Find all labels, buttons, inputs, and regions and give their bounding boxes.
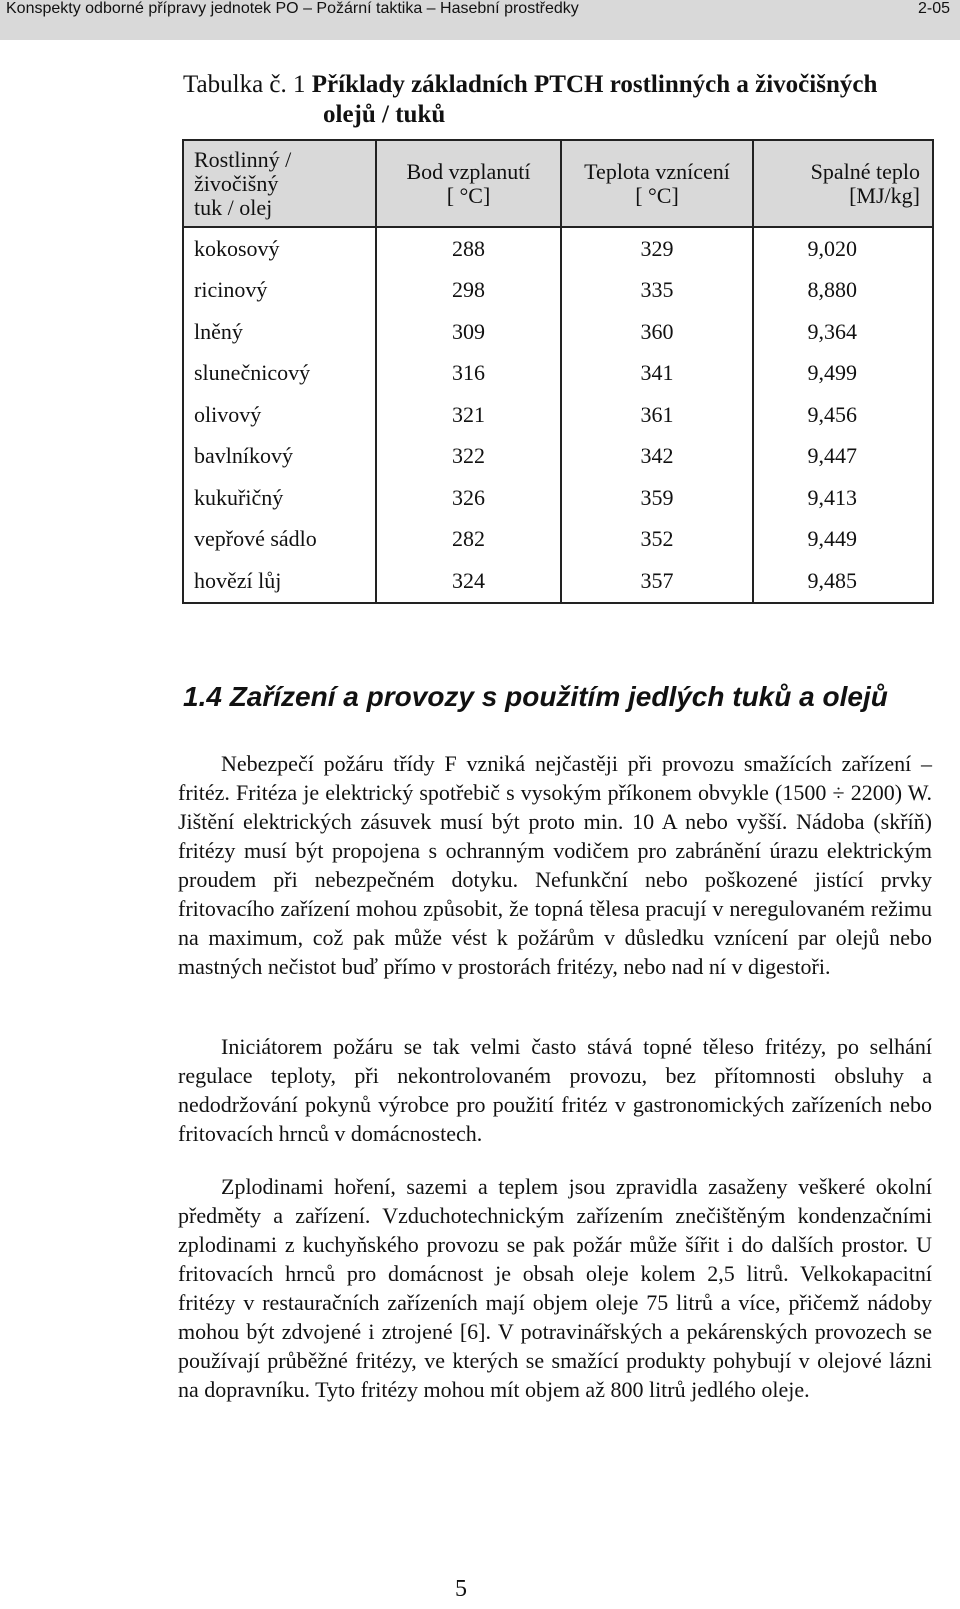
calorific-value-cell: 9,499 (753, 353, 933, 395)
column-header-line: [MJ/kg] (849, 182, 920, 208)
column-header-ignition-temperature (561, 140, 753, 227)
column-header-line: tuk / olej (194, 194, 273, 220)
column-header-flash-point (376, 140, 561, 227)
column-header-line: Spalné teplo (810, 158, 920, 184)
flash-point-cell: 288 (376, 227, 561, 270)
oil-name-cell: olivový (183, 394, 376, 436)
flash-point-cell: 324 (376, 560, 561, 603)
ignition-temperature-cell: 341 (561, 353, 753, 395)
table-row (183, 519, 933, 561)
ignition-temperature-cell: 361 (561, 394, 753, 436)
table-row (183, 353, 933, 395)
calorific-value-cell: 9,447 (753, 436, 933, 478)
oils-table (182, 139, 934, 604)
table-row (183, 477, 933, 519)
table-row (183, 560, 933, 603)
table-row (183, 394, 933, 436)
header-code: 2-05 (917, 0, 950, 17)
oil-name-cell: kokosový (183, 227, 376, 270)
calorific-value-cell: 9,020 (753, 227, 933, 270)
column-header-line: Rostlinný / (194, 146, 292, 172)
paragraph: Zplodinami hoření, sazemi a teplem jsou zpravidla zasaženy veškeré okolní předměty a zařízení. Vzduchotechnickým zařízením znečištěným kondenzačními zplodinami z kuchyňského provozu se pak požár může šířit i do dalších prostor. U fritovacích hrnců pro domácnost je obsah oleje kolem 2,5 litrů. Velkokapacitní fritézy v restauračních zařízeních mají objem oleje 75 litrů a více, přičemž nádoby mohou být zdvojené i ztrojené [6]. V potravinářských a pekárenských provozech se používají průběžné fritézy, ve kterých se smažící produkty pohybují v olejové lázni na dopravníku. Tyto fritézy mohou mít objem až 800 litrů jedlého oleje. (178, 1174, 932, 1402)
flash-point-cell: 326 (376, 477, 561, 519)
oil-name-cell: hovězí lůj (183, 560, 376, 603)
oil-name-cell: vepřové sádlo (183, 519, 376, 561)
oil-name-cell: slunečnicový (183, 353, 376, 395)
table-row (183, 270, 933, 312)
oil-name-cell: kukuřičný (183, 477, 376, 519)
column-header-line: Teplota vznícení (584, 158, 730, 184)
flash-point-cell: 316 (376, 353, 561, 395)
oil-name-cell: bavlníkový (183, 436, 376, 478)
table-row (183, 436, 933, 478)
header-title: Konspekty odborné přípravy jednotek PO – Požární taktika – Hasební prostředky (6, 0, 579, 17)
table-caption (183, 70, 913, 128)
table-caption-title-line1: Příklady základních PTCH rostlinných a živočišných (311, 71, 878, 98)
paragraph: Nebezpečí požáru třídy F vzniká nejčastěji při provozu smažících zařízení – fritéz. Fritéza je elektrický spotřebič s vysokým příkonem obvykle (1500 ÷ 2200) W. Jištění elektrických zásuvek musí být proto min. 10 A nebo vyšší. Nádoba (skříň) fritézy musí být propojena s ochranným vodičem pro zabránění úrazu elektrickým proudem při nebezpečném dotyku. Nefunkční nebo poškozené jistící prvky fritovacího zařízení mohou způsobit, že topná tělesa pracují v neregulovaném režimu na maximum, což pak může vést k požárům v důsledku vznícení par olejů nebo mastných nečistot buď přímo v prostorách fritézy, nebo nad ní v digestoři. (178, 751, 932, 979)
column-header-line: Bod vzplanutí (406, 158, 531, 184)
flash-point-cell: 282 (376, 519, 561, 561)
table-row (183, 311, 933, 353)
flash-point-cell: 309 (376, 311, 561, 353)
table-caption-label: Tabulka č. 1 (183, 71, 306, 98)
calorific-value-cell: 9,449 (753, 519, 933, 561)
calorific-value-cell: 9,413 (753, 477, 933, 519)
oil-name-cell: ricinový (183, 270, 376, 312)
table-header-row (183, 140, 933, 227)
paragraph: Iniciátorem požáru se tak velmi často stává topné těleso fritézy, po selhání regulace teploty, při nekontrolovaném provozu, bez přítomnosti obsluhy a nedodržování pokynů výrobce pro použití fritéz v gastronomických zařízeních nebo fritovacích hrnců v domácnostech. (178, 1034, 932, 1146)
ignition-temperature-cell: 335 (561, 270, 753, 312)
ignition-temperature-cell: 329 (561, 227, 753, 270)
column-header-line: živočišný (194, 170, 279, 196)
calorific-value-cell: 9,485 (753, 560, 933, 603)
calorific-value-cell: 9,456 (753, 394, 933, 436)
calorific-value-cell: 9,364 (753, 311, 933, 353)
column-header-oil-type (183, 140, 376, 227)
flash-point-cell: 322 (376, 436, 561, 478)
page-number: 5 (455, 1576, 467, 1602)
column-header-calorific-value (753, 140, 933, 227)
column-header-line: [ °C] (446, 182, 491, 208)
calorific-value-cell: 8,880 (753, 270, 933, 312)
table-caption-title-line2: olejů / tuků (323, 101, 446, 128)
flash-point-cell: 298 (376, 270, 561, 312)
oil-name-cell: lněný (183, 311, 376, 353)
ignition-temperature-cell: 359 (561, 477, 753, 519)
flash-point-cell: 321 (376, 394, 561, 436)
ignition-temperature-cell: 342 (561, 436, 753, 478)
ignition-temperature-cell: 360 (561, 311, 753, 353)
column-header-line: [ °C] (635, 182, 679, 208)
ignition-temperature-cell: 357 (561, 560, 753, 603)
section-heading: 1.4 Zařízení a provozy s použitím jedlých tuků a olejů (183, 681, 888, 712)
ignition-temperature-cell: 352 (561, 519, 753, 561)
table-row (183, 227, 933, 270)
page-header (0, 0, 960, 40)
